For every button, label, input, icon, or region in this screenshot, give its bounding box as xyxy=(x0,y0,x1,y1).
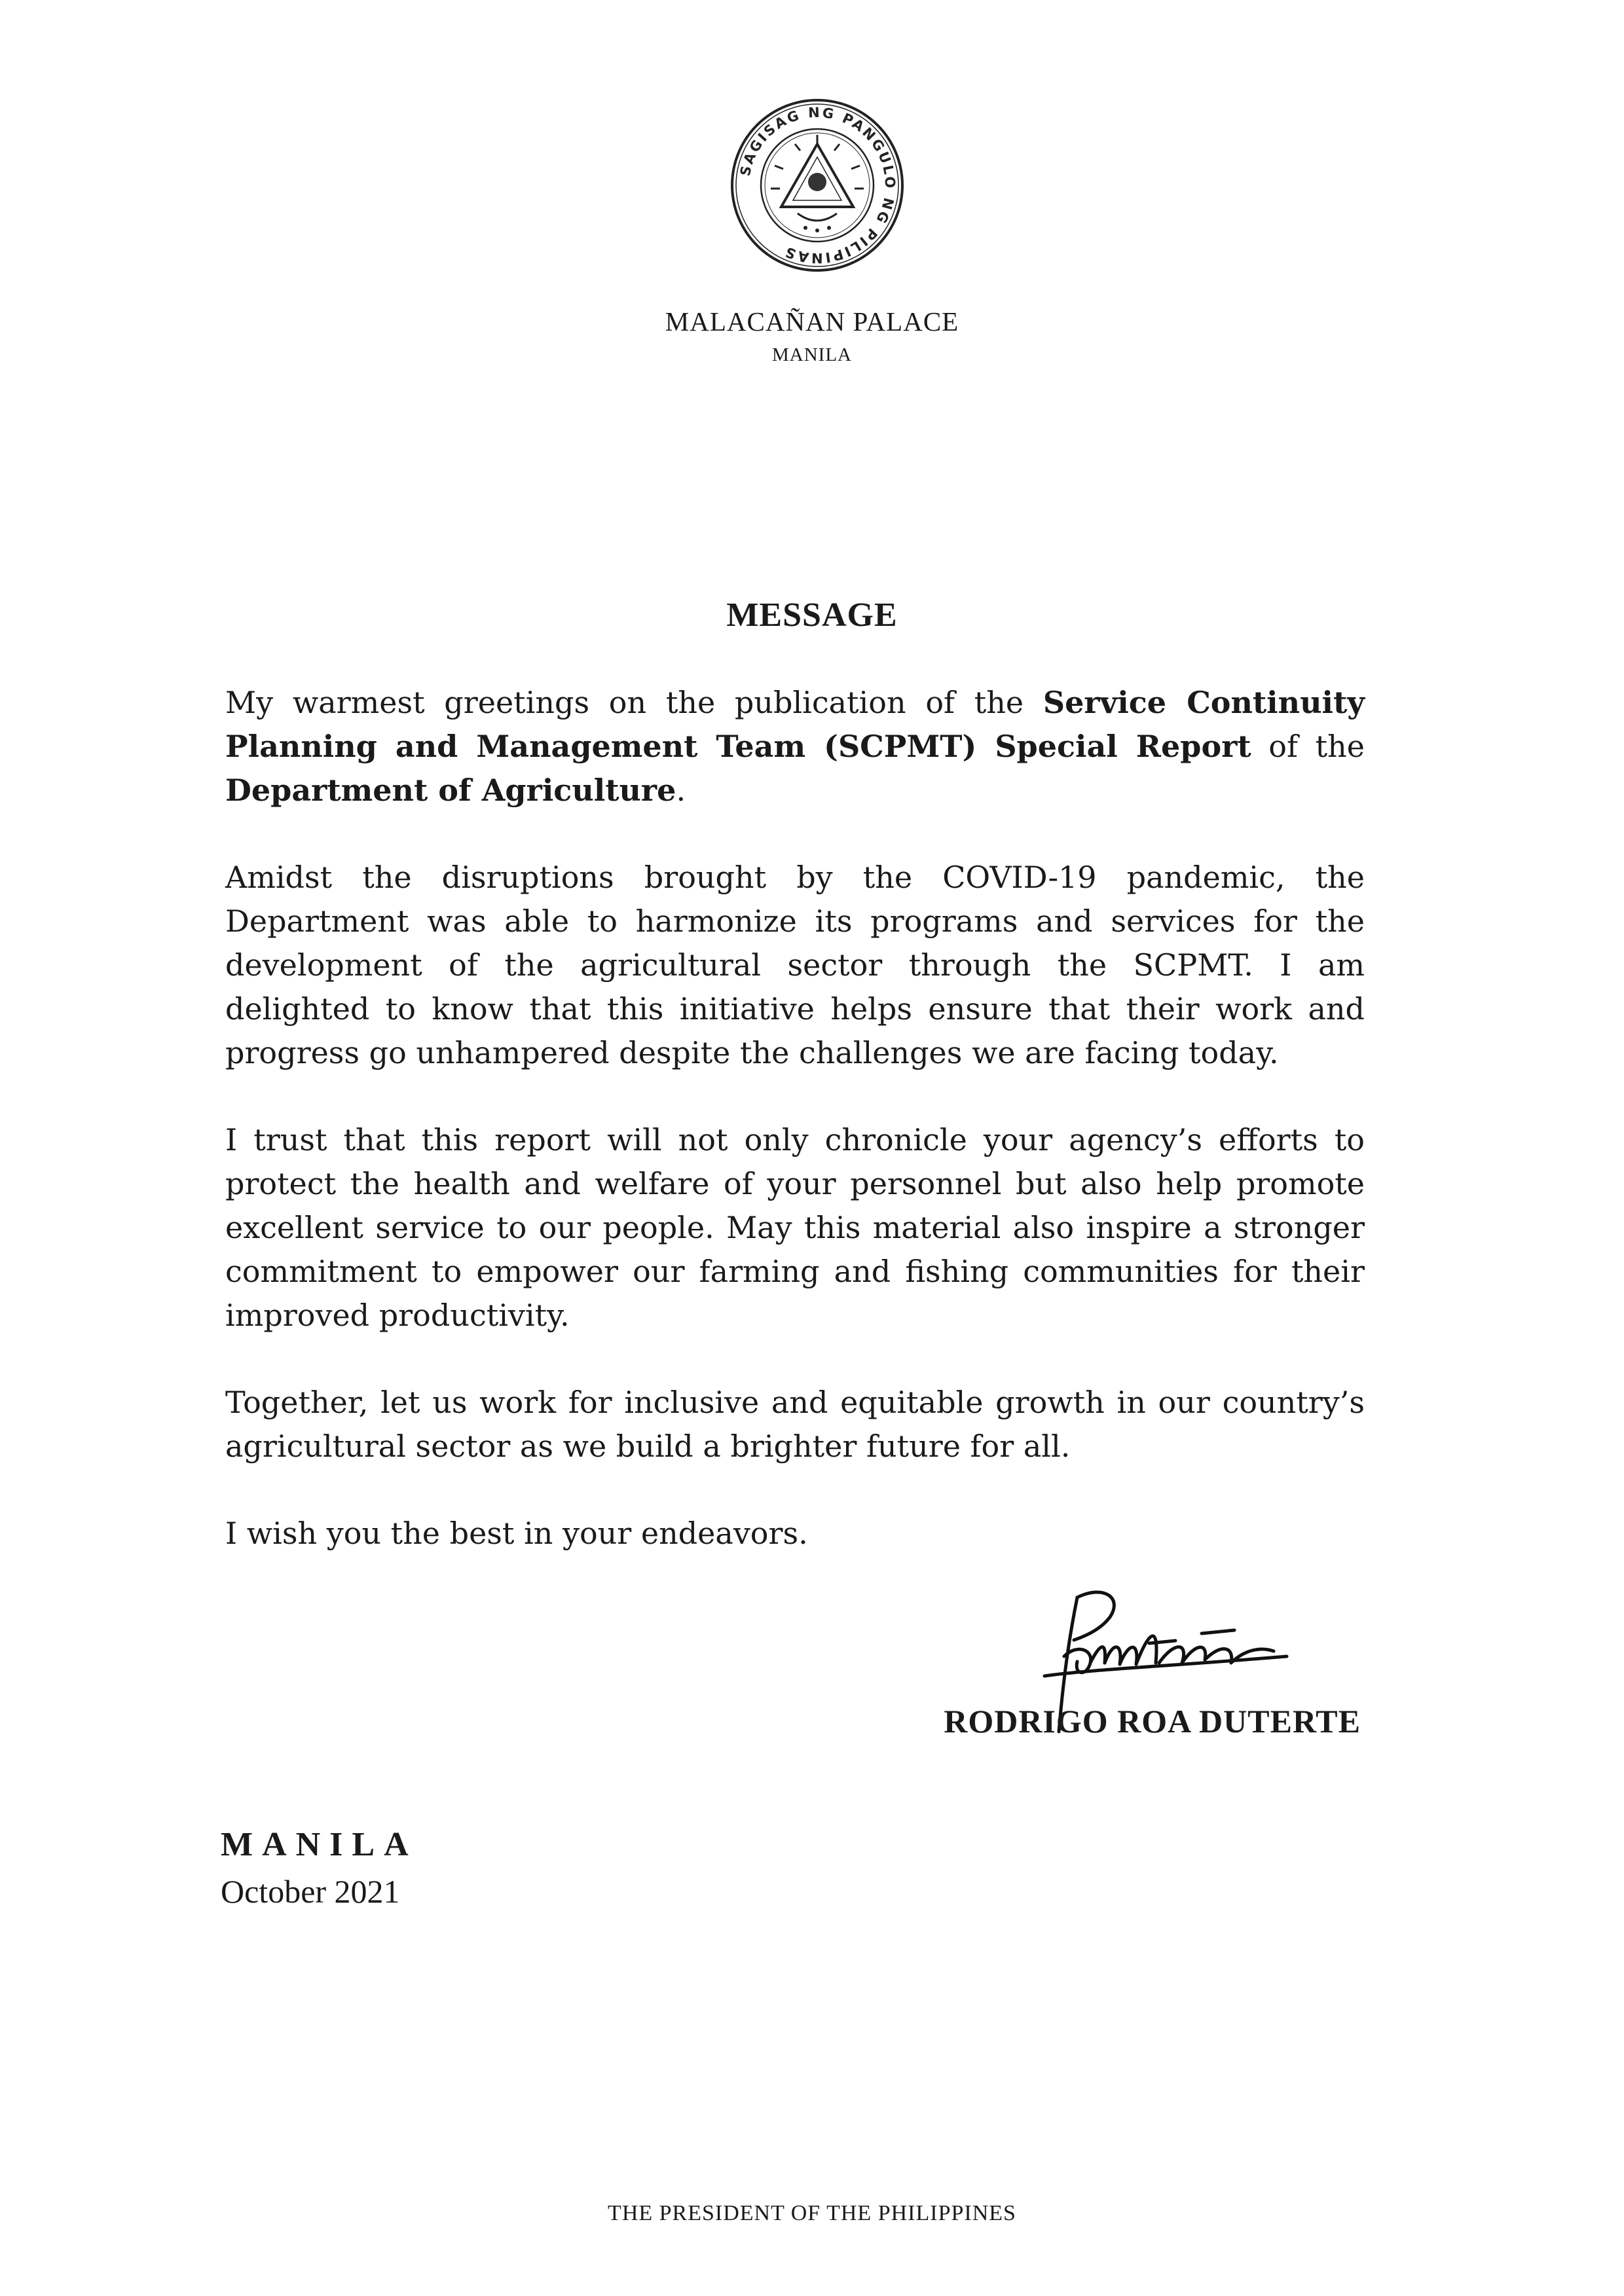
paragraph-pandemic xyxy=(225,856,1365,1075)
paragraph-text: Amidst the disruptions brought by the COVID-19 pandemic, the Department was able to harmonize its programs and services for the development of the agricultural sector through the SCPMT. I am delighted to know that this initiative helps ensure that their work and progress go unhampered despite the challenges we are facing today. xyxy=(225,860,1365,1070)
signatory-name: RODRIGO ROA DUTERTE xyxy=(944,1703,1361,1740)
message-heading: MESSAGE xyxy=(726,596,898,634)
paragraph-trust xyxy=(225,1118,1365,1338)
paragraph-text: of the xyxy=(1251,729,1365,764)
footer-title: THE PRESIDENT OF THE PHILIPPINES xyxy=(608,2201,1016,2225)
paragraph-text: Together, let us work for inclusive and equitable growth in our country’s agricultural sector as we build a brighter future for all. xyxy=(225,1385,1365,1464)
paragraph-together xyxy=(225,1381,1365,1468)
message-body xyxy=(225,681,1365,1599)
palace-city: MANILA xyxy=(772,344,852,365)
issue-place: MANILA xyxy=(221,1826,418,1863)
paragraph-closing xyxy=(225,1512,1365,1556)
report-title: Service Continuity Planning and Management Team (SCPMT) Special Report xyxy=(225,685,1365,764)
issue-date: October 2021 xyxy=(221,1873,400,1910)
paragraph-text: I trust that this report will not only chronicle your agency’s efforts to protect the health and welfare of your personnel but also help promote excellent service to our people. May this material also inspire a stronger commitment to empower our farming and fishing communities for their improved productivity. xyxy=(225,1122,1365,1333)
paragraph-text: My warmest greetings on the publication of the xyxy=(225,685,1043,720)
paragraph-greeting xyxy=(225,681,1365,812)
svg-text:SAGISAG NG PANGULO NG PILIPINA: SAGISAG NG PANGULO NG PILIPINAS xyxy=(737,104,898,266)
paragraph-text: . xyxy=(676,773,686,808)
palace-name: MALACAÑAN PALACE xyxy=(665,306,959,337)
paragraph-text: I wish you the best in your endeavors. xyxy=(225,1516,808,1551)
department-name: Department of Agriculture xyxy=(225,773,676,808)
presidential-seal-icon xyxy=(729,97,906,274)
